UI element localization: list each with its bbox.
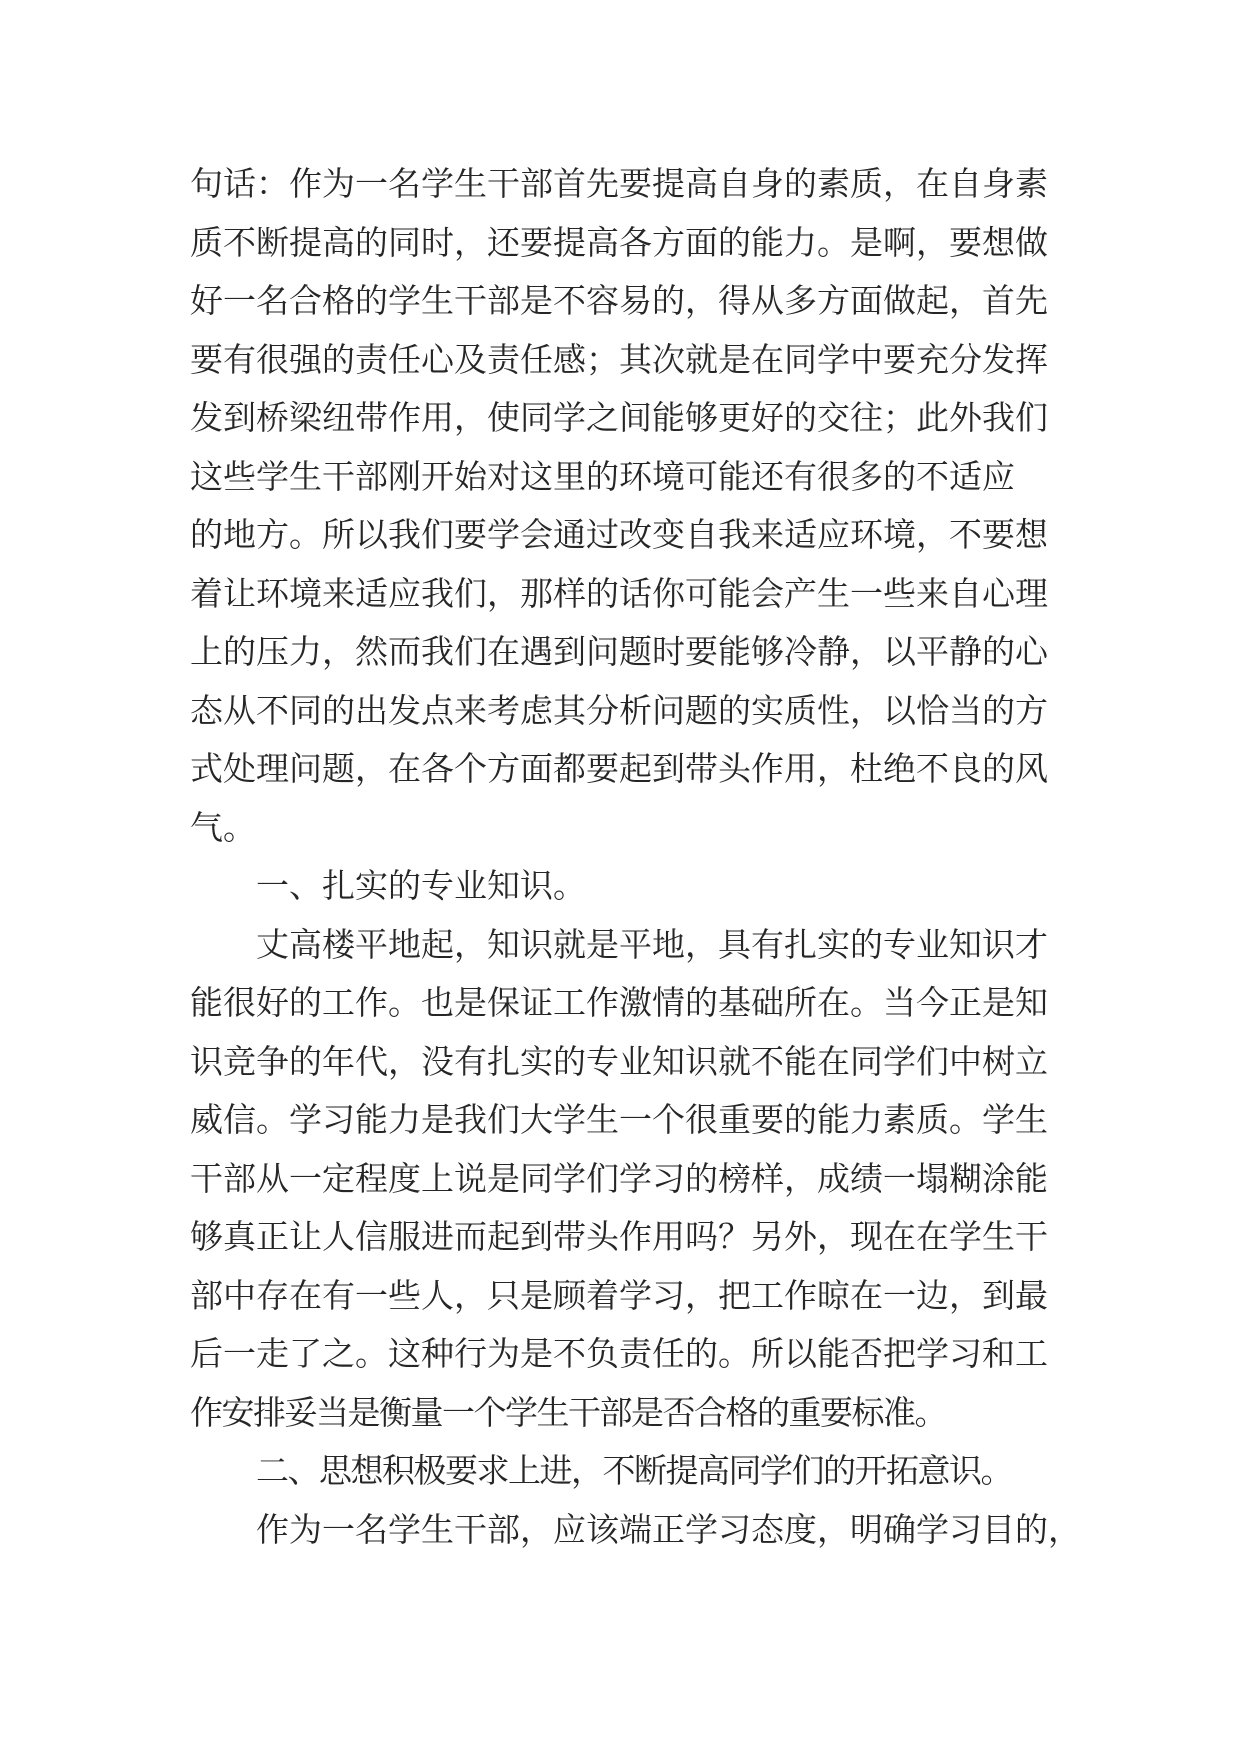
text-line: 识竞争的年代，没有扎实的专业知识就不能在同学们中树立 (190, 1041, 1048, 1081)
text-line: 二、思想积极要求上进，不断提高同学们的开拓意识。 (256, 1451, 1012, 1490)
text-line: 好一名合格的学生干部是不容易的，得从多方面做起，首先 (190, 281, 1048, 320)
text-line: 丈高楼平地起，知识就是平地，具有扎实的专业知识才 (256, 924, 1048, 964)
text-line: 威信。学习能力是我们大学生一个很重要的能力素质。学生 (190, 1100, 1048, 1139)
text-line: 部中存在有一些人，只是顾着学习，把工作晾在一边，到最 (190, 1275, 1048, 1315)
text-line: 要有很强的责任心及责任感；其次就是在同学中要充分发挥 (190, 339, 1048, 379)
text-line: 够真正让人信服进而起到带头作用吗？另外，现在在学生干 (190, 1217, 1048, 1256)
text-line: 着让环境来适应我们，那样的话你可能会产生一些来自心理 (190, 573, 1048, 613)
text-line: 干部从一定程度上说是同学们学习的榜样，成绩一塌糊涂能 (190, 1158, 1048, 1198)
text-line: 能很好的工作。也是保证工作激情的基础所在。当今正是知 (190, 983, 1048, 1022)
text-line: 作安排妥当是衡量一个学生干部是否合格的重要标准。 (190, 1392, 946, 1432)
document-body (190, 155, 1081, 1559)
text-line: 上的压力，然而我们在遇到问题时要能够冷静，以平静的心 (190, 632, 1048, 671)
text-line: 态从不同的出发点来考虑其分析问题的实质性，以恰当的方 (190, 690, 1048, 730)
text-line: 这些学生干部刚开始对这里的环境可能还有很多的不适应 (190, 456, 1015, 496)
text-line: 句话：作为一名学生干部首先要提高自身的素质，在自身素 (190, 164, 1048, 203)
text-line: 质不断提高的同时，还要提高各方面的能力。是啊，要想做 (190, 222, 1048, 262)
text-line: 的地方。所以我们要学会通过改变自我来适应环境，不要想 (190, 515, 1048, 554)
text-line: 一、扎实的专业知识。 (256, 866, 586, 905)
text-line: 气。 (190, 807, 256, 847)
text-line: 后一走了之。这种行为是不负责任的。所以能否把学习和工 (190, 1334, 1048, 1373)
text-line: 式处理问题，在各个方面都要起到带头作用，杜绝不良的风 (190, 749, 1048, 788)
text-line: 作为一名学生干部，应该端正学习态度，明确学习目的， (256, 1509, 1081, 1549)
text-line: 发到桥梁纽带作用，使同学之间能够更好的交往；此外我们 (190, 398, 1048, 437)
